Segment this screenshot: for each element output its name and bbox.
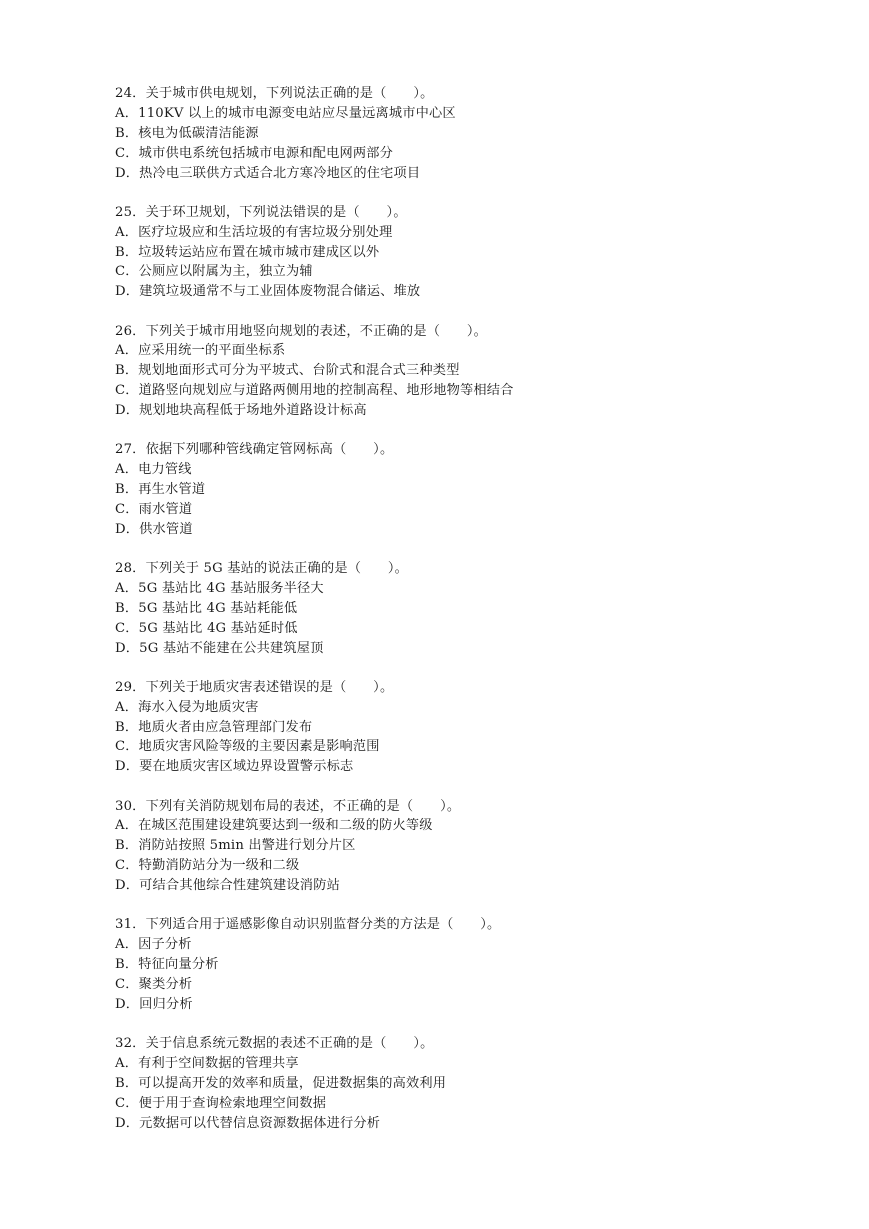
question-stem: 29．下列关于地质灾害表述错误的是（ ）。 [115, 679, 394, 695]
option-a: A．5G 基站比 4G 基站服务半径大 [115, 580, 324, 596]
option-a: A．医疗垃圾应和生活垃圾的有害垃圾分别处理 [115, 224, 393, 240]
option-c: C．道路竖向规划应与道路两侧用地的控制高程、地形地物等相结合 [115, 383, 514, 399]
option-d: D．热冷电三联供方式适合北方寒冷地区的住宅项目 [115, 165, 421, 181]
option-a: A．在城区范围建设建筑要达到一级和二级的防火等级 [115, 818, 433, 834]
option-a: A．电力管线 [115, 462, 192, 478]
document-page [115, 84, 815, 1153]
option-b: B．地质火者由应急管理部门发布 [115, 719, 313, 735]
option-c: C．公厕应以附属为主，独立为辅 [115, 264, 313, 280]
option-b: B．消防站按照 5min 出警进行划分片区 [115, 838, 356, 854]
option-d: D．5G 基站不能建在公共建筑屋顶 [115, 640, 324, 656]
option-d: D．回归分析 [115, 996, 193, 1012]
question-stem: 31．下列适合用于遥感影像自动识别监督分类的方法是（ ）。 [115, 917, 501, 933]
option-a: A．海水入侵为地质灾害 [115, 699, 259, 715]
option-a: A．有利于空间数据的管理共享 [115, 1055, 299, 1071]
question-27 [115, 440, 815, 539]
option-a: A．应采用统一的平面坐标系 [115, 343, 286, 359]
option-d: D．供水管道 [115, 521, 193, 537]
question-stem: 24．关于城市供电规划，下列说法正确的是（ ）。 [115, 86, 434, 101]
option-b: B．核电为低碳清洁能源 [115, 125, 259, 141]
option-c: C．城市供电系统包括城市电源和配电网两部分 [115, 145, 394, 161]
option-b: B．垃圾转运站应布置在城市城市建成区以外 [115, 244, 380, 260]
question-28 [115, 559, 815, 658]
option-d: D．元数据可以代替信息资源数据体进行分析 [115, 1115, 381, 1131]
question-stem: 26．下列关于城市用地竖向规划的表述，不正确的是（ ）。 [115, 323, 488, 339]
question-25 [115, 203, 815, 302]
option-d: D．规划地块高程低于场地外道路设计标高 [115, 403, 367, 419]
option-d: D．要在地质灾害区域边界设置警示标志 [115, 759, 354, 775]
option-a: A．因子分析 [115, 937, 192, 953]
option-c: C．雨水管道 [115, 501, 193, 517]
option-c: C．特勤消防站分为一级和二级 [115, 858, 300, 874]
option-b: B．特征向量分析 [115, 957, 219, 973]
question-stem: 32．关于信息系统元数据的表述不正确的是（ ）。 [115, 1036, 434, 1051]
option-b: B．可以提高开发的效率和质量，促进数据集的高效利用 [115, 1075, 447, 1091]
question-stem: 28．下列关于 5G 基站的说法正确的是（ ）。 [115, 561, 409, 576]
question-26 [115, 322, 815, 421]
question-stem: 25．关于环卫规划，下列说法错误的是（ ）。 [115, 204, 407, 220]
question-24 [115, 84, 815, 183]
option-d: D．建筑垃圾通常不与工业固体废物混合储运、堆放 [115, 284, 421, 300]
question-30 [115, 797, 815, 896]
option-c: C．5G 基站比 4G 基站延时低 [115, 620, 298, 636]
option-b: B．规划地面形式可分为平坡式、台阶式和混合式三种类型 [115, 363, 460, 379]
question-32 [115, 1034, 815, 1133]
question-stem: 27．依据下列哪种管线确定管网标高（ ）。 [115, 442, 394, 458]
option-b: B．5G 基站比 4G 基站耗能低 [115, 600, 298, 616]
option-a: A．110KV 以上的城市电源变电站应尽量远离城市中心区 [115, 105, 456, 121]
option-c: C．聚类分析 [115, 976, 193, 992]
question-31 [115, 915, 815, 1014]
option-d: D．可结合其他综合性建筑建设消防站 [115, 878, 340, 894]
option-c: C．便于用于查询检索地理空间数据 [115, 1095, 327, 1111]
question-stem: 30．下列有关消防规划布局的表述，不正确的是（ ）。 [115, 798, 461, 814]
option-c: C．地质灾害风险等级的主要因素是影响范围 [115, 739, 380, 755]
option-b: B．再生水管道 [115, 482, 206, 498]
question-29 [115, 678, 815, 777]
